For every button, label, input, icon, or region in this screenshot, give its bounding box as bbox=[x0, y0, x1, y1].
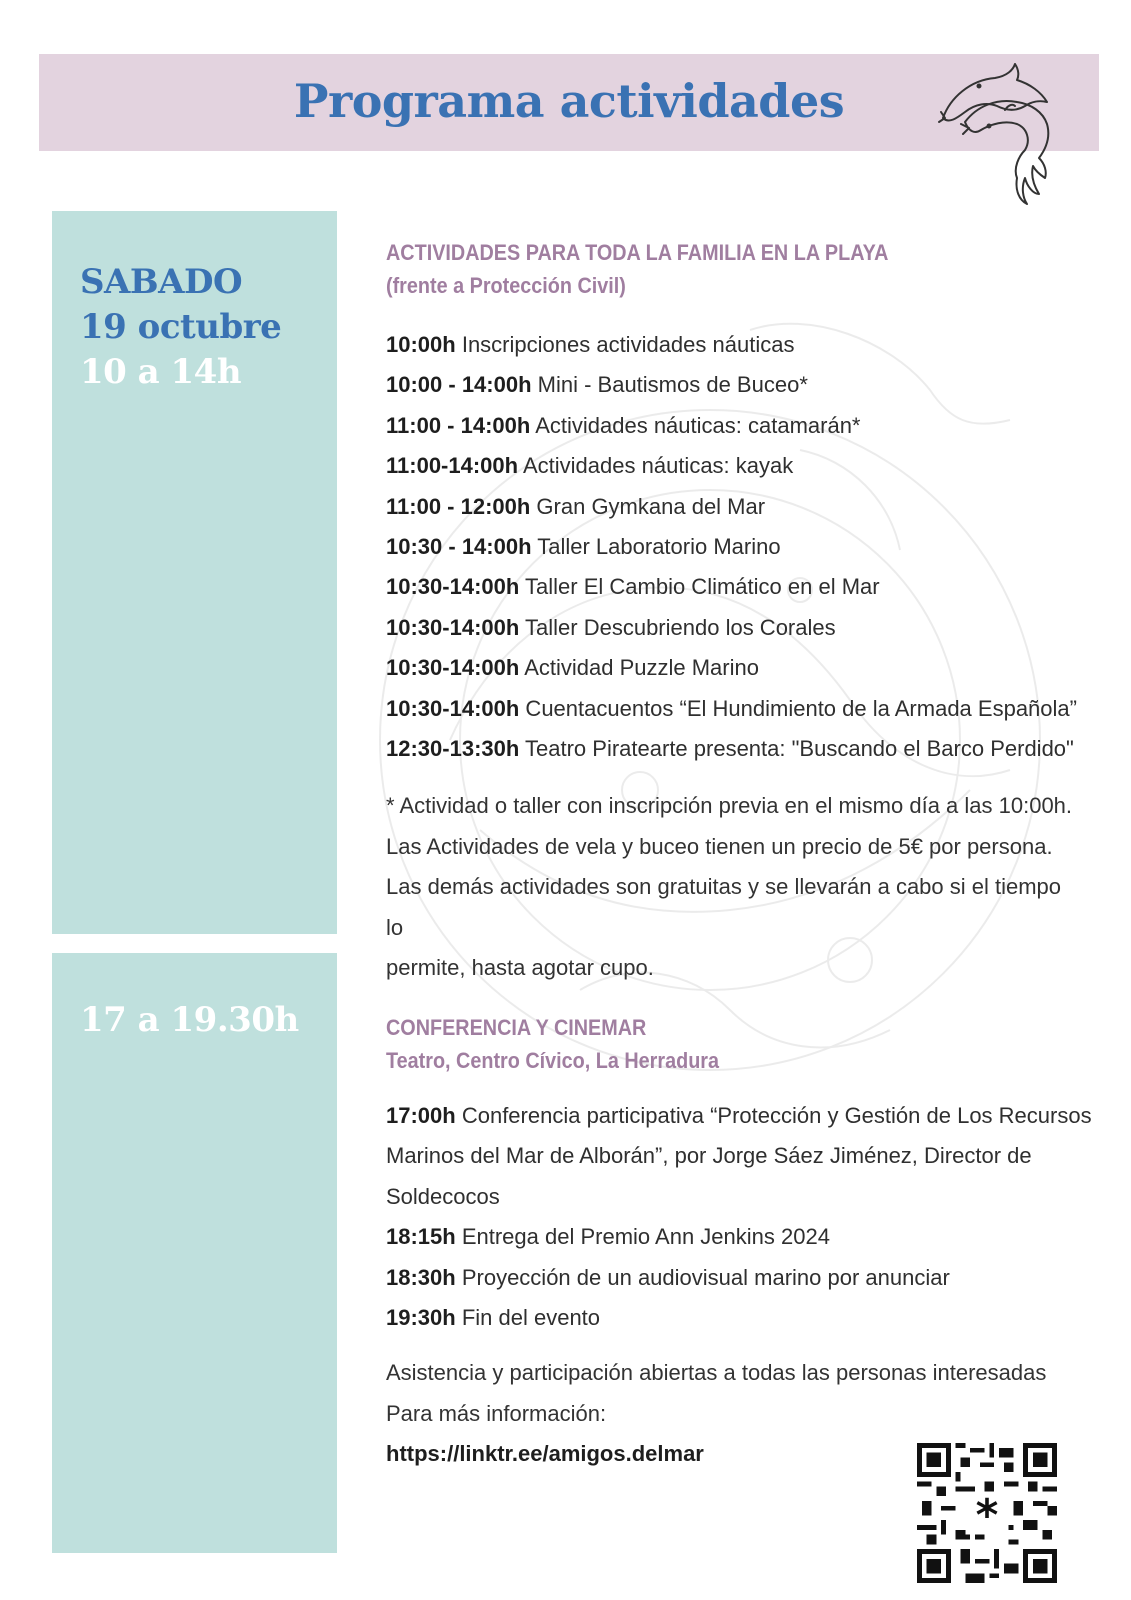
footer-line: Para más información: bbox=[386, 1400, 607, 1426]
list-item: 11:00-14:00h Actividades náuticas: kayak bbox=[386, 453, 794, 479]
section-title: ACTIVIDADES PARA TODA LA FAMILIA EN LA PLAYA bbox=[386, 240, 889, 265]
list-item-continued: Marinos del Mar de Alborán”, por Jorge Sáez Jiménez, Director de bbox=[386, 1143, 1032, 1169]
date-label: 19 octubre bbox=[80, 307, 282, 347]
section-title: CONFERENCIA Y CINEMAR bbox=[386, 1015, 647, 1040]
note-line: Las Actividades de vela y buceo tienen un precio de 5€ por persona. bbox=[386, 833, 1053, 859]
svg-text:*: * bbox=[975, 1490, 999, 1541]
list-item: 17:00h Conferencia participativa “Protección y Gestión de Los Recursos bbox=[386, 1103, 1092, 1128]
dolphins-icon bbox=[935, 58, 1075, 208]
list-item: 10:00h Inscripciones actividades náuticas bbox=[386, 332, 795, 357]
sidebar-block-saturday bbox=[52, 211, 337, 934]
list-item: 11:00 - 14:00h Actividades náuticas: catamarán* bbox=[386, 412, 861, 438]
note-paragraph bbox=[386, 786, 1076, 989]
list-item: 18:15h Entrega del Premio Ann Jenkins 2024 bbox=[386, 1224, 830, 1250]
qr-code-icon[interactable] bbox=[917, 1443, 1057, 1583]
list-item: 10:30-14:00h Taller Descubriendo los Corales bbox=[386, 614, 836, 640]
section-location: (frente a Protección Civil) bbox=[386, 273, 626, 298]
schedule-list-2 bbox=[386, 1096, 1092, 1338]
list-item: 19:30h Fin del evento bbox=[386, 1305, 601, 1331]
info-link[interactable]: https://linktr.ee/amigos.delmar bbox=[386, 1441, 704, 1466]
sidebar-block-evening bbox=[52, 953, 337, 1553]
note-line: Las demás actividades son gratuitas y se llevarán a cabo si el tiempo lo bbox=[386, 874, 1062, 940]
section-conference bbox=[386, 1011, 1076, 1077]
list-item: 10:30 - 14:00h Taller Laboratorio Marino bbox=[386, 534, 781, 560]
list-item: 10:30-14:00h Actividad Puzzle Marino bbox=[386, 655, 759, 681]
list-item-continued: Soldecocos bbox=[386, 1183, 500, 1209]
list-item: 10:00 - 14:00h Mini - Bautismos de Buceo* bbox=[386, 372, 808, 398]
page-title: Programa actividades bbox=[293, 74, 845, 128]
day-label: SABADO bbox=[80, 262, 243, 302]
list-item: 18:30h Proyección de un audiovisual marino por anunciar bbox=[386, 1264, 950, 1290]
list-item: 11:00 - 12:00h Gran Gymkana del Mar bbox=[386, 493, 766, 519]
note-line: permite, hasta agotar cupo. bbox=[386, 955, 654, 980]
note-line: * Actividad o taller con inscripción previa en el mismo día a las 10:00h. bbox=[386, 793, 1073, 818]
list-item: 12:30-13:30h Teatro Piratearte presenta: "Buscando el Barco Perdido" bbox=[386, 736, 1074, 762]
time-label-evening: 17 a 19.30h bbox=[80, 1000, 299, 1040]
time-label: 10 a 14h bbox=[80, 352, 242, 392]
list-item: 10:30-14:00h Taller El Cambio Climático en el Mar bbox=[386, 574, 880, 600]
list-item: 10:30-14:00h Cuentacuentos “El Hundimiento de la Armada Española” bbox=[386, 695, 1077, 721]
section-family-activities bbox=[386, 236, 1076, 302]
schedule-list-1 bbox=[386, 325, 1076, 769]
section-location: Teatro, Centro Cívico, La Herradura bbox=[386, 1048, 720, 1073]
footer-line: Asistencia y participación abiertas a todas las personas interesadas bbox=[386, 1360, 1047, 1385]
